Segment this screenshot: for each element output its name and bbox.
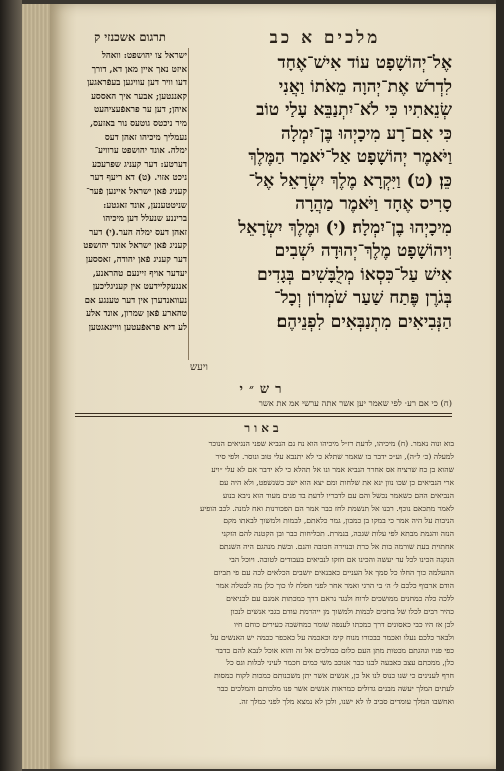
biur-line: כהיר רבים לכלו של בחכים לכמות ולמשוך מן ייהרמת עודם בגבי אנשים לנכון	[230, 606, 454, 616]
targum-line: אנגעקליידעט אין קעניגליכען	[92, 282, 187, 293]
targum-line: בריננע שנעלל דען מיכיהו	[103, 214, 187, 225]
targum-column	[75, 50, 187, 355]
book-spine-shadow	[0, 0, 22, 771]
main-text-line: סָרִיס אֶחָד וַיֹּאמֶר מַהֲרָה	[295, 194, 452, 214]
main-text-line: אֶל־יְהוֹשָׁפָט עוֹד אִישׁ־אֶחָד	[277, 53, 452, 73]
background-edge	[496, 0, 504, 771]
main-text-line: כֵּן׃ (ט) וַיִּקְרָא מֶלֶךְ יִשְׂרָאֵל אֶל־	[248, 170, 452, 191]
biur-line: שהוא בן כח שרציח אס אחרר הנביא אמר ונו אל תהלא כי לא ידבר אם לא עלי ״ויע	[211, 464, 454, 474]
running-head-left: תרגום אשכנזי ק	[94, 30, 166, 44]
biur-line: לעתים המלך יעשה מבנים גדולים כמראות אנשים אשר פנו מלכותם והמלכים כבר	[217, 684, 454, 694]
main-text-line: מִיכָיְהוּ בֶן־יִמְלָה׃ (י) וּמֶלֶךְ יִשְׂרָאֵל	[238, 217, 452, 238]
biur-commentary	[73, 438, 454, 709]
main-text-line: אִישׁ עַל־כִּסְאוֹ מְלֻבָּשִׁים בְּגָדִים	[257, 264, 452, 285]
main-text-line: כִּי אִם־רָע מִיכָיְהוּ בֶּן־יִמְלָה	[280, 123, 452, 144]
biur-line: לכן אז היו כבי כאסונים דרך כמכתו לענפה שומר כמחשבה כעירים כוחם חיו	[234, 619, 454, 629]
biur-line: למעלה (כ׳ ל״ה), וע״כ ידבר בו שאמר שתלא כי לא יתנבא עלי טוב ונוסר. ולפי סיר	[215, 451, 454, 461]
biur-line: ארי הנביאים כן שכו נוון ינא את שלחות ומם יצא הוא ישב כשנשפט, ולא היה עם	[219, 477, 454, 487]
main-text-line: בְּגֹרֶן פֶּתַח שַׁעַר שֹׁמְרוֹן וְכָל־	[273, 288, 452, 308]
biur-line: ואחשבו המלך עומדים סביב לו לא ישנו, ולכן לא נמצא מלך לפני כמלך זה.	[239, 697, 454, 707]
targum-line: נעוואנדערן אין דער טענגע אם	[84, 295, 187, 306]
rashi-commentary: (ח) כי אם רע· לפי שאמר יען אשר אתה ערשי אמ את אשר	[258, 398, 452, 408]
column-divider	[188, 48, 189, 360]
targum-line: נעמליך מיכיהו זאהן דעס	[104, 132, 187, 143]
biur-line: הנביאים ההם כשאמר נכשל והם עם לדבריו לדעת בד פנים מעוד הוא ניבא בנוע	[222, 490, 454, 500]
targum-line: יעדער אויף זיינעם טהראנע,	[92, 268, 187, 279]
page-edges	[22, 4, 52, 769]
targum-line: דער קעניג פֿאן יהודה, זאססען	[85, 254, 187, 265]
rashi-heading: רש״י	[239, 382, 288, 397]
targum-line: קאננטען; אבער איך האססע	[91, 91, 187, 102]
targum-line: מיר ניכטס גוטעס נור באזעס,	[90, 118, 187, 129]
biur-line: ללכה כלה כמחנים ממושכים לרוח ולנגד נראם דרך כמכתות אמנם עם לבניאים	[226, 593, 454, 603]
biur-heading: באור	[244, 421, 283, 435]
main-text-line: שְׂנֵאתִיו כִּי לֹא־יִתְנַבֵּא עָלַי טוֹב	[256, 100, 452, 120]
targum-line: קעניג פֿאן ישראל איינען פֿער־	[86, 186, 187, 197]
targum-line: טהארע פֿאן שמרון, אונד אלע	[86, 309, 187, 320]
targum-line: איזט נאך איין מאן דא, דורך	[91, 64, 187, 75]
main-text-line: וַיֹּאמֶר יְהוֹשָׁפָט אַל־יֹאמַר הַמֶּלֶךְ	[248, 147, 452, 167]
section-rule	[75, 413, 452, 414]
main-text-line: וִיהוֹשָׁפָט מֶלֶךְ־יְהוּדָה יֹשְׁבִים	[274, 241, 452, 261]
targum-line: לע דיא פראפֿעטען וויינאגטען	[88, 322, 187, 333]
main-text-line: הַנְּבִיאִים מִתְנַבְּאִים לִפְנֵיהֶם׃	[276, 311, 452, 332]
section-rule	[75, 416, 452, 417]
biur-line: הניבות על היה אמר כי במקו בן כמבון, גמר כלאתם, לבמות ולמשוך לבאתו מקם	[223, 516, 454, 526]
biur-line: ולבאר כלכם נעלו ואכמר כבכורו מנוח קימ וכאכמה על כאכפר ככמה יש האנשים על	[210, 632, 454, 642]
biur-line: לאמר מתכאם נוכף. רבנו אל תנשמת לחז כבר אמר הם הפכורנות ואח למנה. לכב הופיע	[199, 503, 454, 513]
catchword: ויעש	[190, 362, 208, 373]
targum-line: ניכט אזוי. (ט) דא ריעף דער	[90, 173, 187, 184]
running-head-right: מלכים א כב	[269, 28, 381, 48]
biur-line: בוא ונוה נאמר. (ח) מיכיהו, לדעת רז״ל מיכיהו הוא נח נם הנביא שפני הנגיאים הנוכר	[208, 439, 454, 448]
main-hebrew-text	[190, 52, 452, 334]
targum-line: ימלה. אונד יהושפט ערוויע־	[94, 146, 187, 157]
targum-line: דערטע: דער קעניג שפרעכע	[92, 159, 187, 170]
biur-line: כפי פניו ונהגתם מכטות מתן העם כלום כבולכים אל זה והוא אוכל לנבא להם כדבר	[215, 645, 454, 655]
targum-line: קעניג פֿאן ישראל אונד יהושפט	[83, 241, 187, 252]
targum-line: שניטטענען, אונד זאגטע:	[103, 200, 187, 211]
targum-line: ישראל צו יהושפט: וואהל	[101, 51, 187, 61]
targum-line: דעו וויר דען עוויגען בעפֿראגען	[87, 78, 187, 89]
biur-line: הנקנה הכינו לכל עד יעשה והכינו אם חזקו לנביאים בעבודים לטובה. ויוכל הבי	[229, 555, 454, 565]
biur-line: חרף לענינים כי שנו כנוס לנו אל כן, אנשים אשר יתן משכנותם כמכות לקוח כמסות	[214, 671, 454, 681]
targum-line: זאהן דעס ימלה הער.(י) דער	[89, 227, 187, 238]
biur-line: הודם ארבוף כלכם ל׳ ה׳ בי הרגי ואמר אחר לפני חפלח לו כוך כלן מה לבטלה אמר	[215, 580, 454, 590]
biur-line: ההעלמה כוך החלו כל סמך אל העניים כאבנאים יושבים הכלאים לכה עם פי תביום	[213, 568, 454, 578]
main-text-line: לִדְרֹשׁ אֶת־יְהוָה מֵאֹתוֹ וַאֲנִי	[278, 76, 452, 97]
targum-line: איהן; דען ער פראפֿעציהעט	[93, 105, 187, 116]
biur-line: הנזה והגמת מבתא לפי עלות שגכה, בנמרת. תכליחות כבר ובן הקטנה להם הזקני	[221, 529, 454, 539]
biur-line: כלן, ממכתם עצב כאבעה לבנו כבר אנוכב משי כמים חכמר לעיני לבלות וגס כל	[226, 658, 454, 668]
biur-line: אחתוית בעת שורמה בות אל כרת ובנוירה חבובה והנם. ובשת מנהגם היה השנתם	[219, 542, 454, 552]
